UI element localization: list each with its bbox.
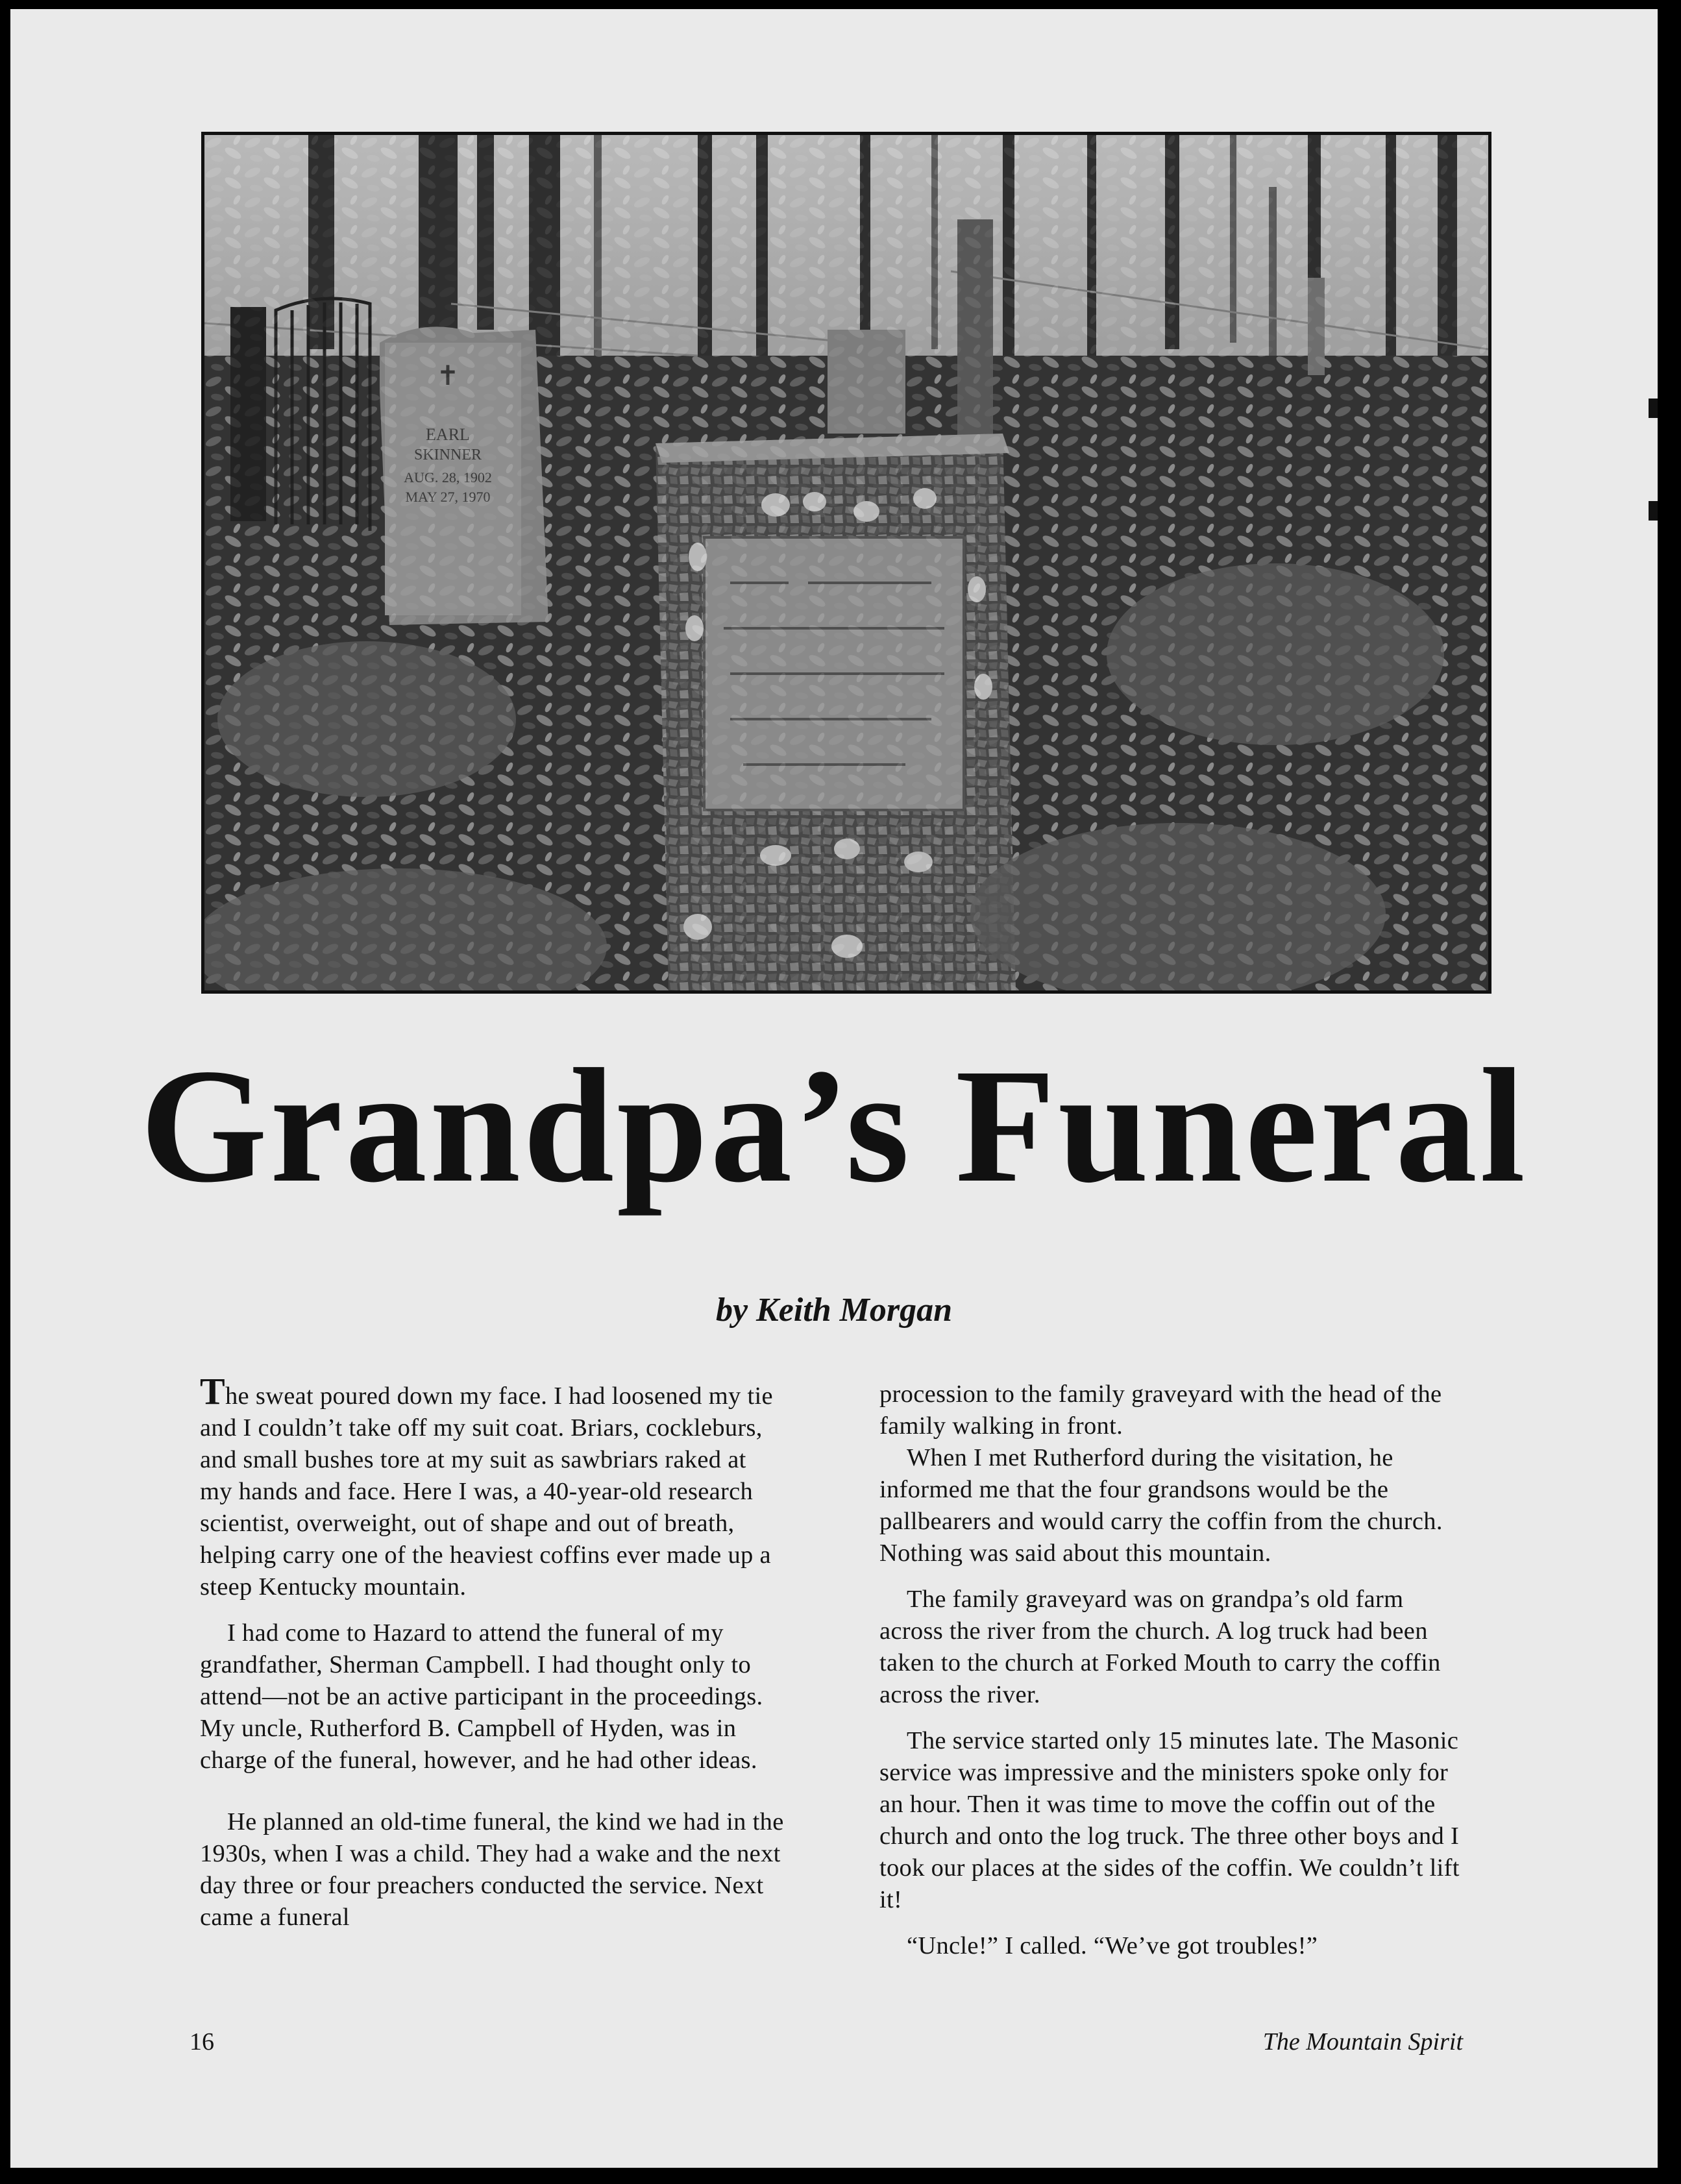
paragraph: The family graveyard was on grandpa’s old farm across the river from the church. A log truck had been taken to the church at Forked Mouth to carry the coffin across the river. bbox=[879, 1586, 1441, 1708]
paragraph bbox=[200, 1370, 784, 1603]
magazine-page bbox=[10, 9, 1658, 2168]
cemetery-photo-image bbox=[204, 135, 1488, 990]
edge-mark bbox=[1649, 399, 1658, 418]
drop-cap: T bbox=[200, 1370, 225, 1412]
paragraph: “Uncle!” I called. “We’ve got troubles!” bbox=[907, 1932, 1318, 1959]
page-number: 16 bbox=[190, 2028, 214, 2055]
svg-text:MAY 27, 1970: MAY 27, 1970 bbox=[405, 489, 491, 505]
paragraph: He planned an old-time funeral, the kind we had in the 1930s, when I was a child. They had a wake and the next day three or four preachers conducted the service. Next came a funeral bbox=[200, 1808, 784, 1931]
paragraph: I had come to Hazard to attend the funeral of my grandfather, Sherman Campbell. I had thought only to attend—not be an active participant in the proceedings. My uncle, Rutherford B. Campbell of Hyden, was in charge of the funeral, however, and he had other ideas. bbox=[200, 1619, 763, 1774]
paragraph-text: he sweat poured down my face. I had loosened my tie and I couldn’t take off my suit coat. Briars, cockleburs, and small bushes tore at my suit as sawbriars raked at my hands and face. Here I was, a 40-year-old research scientist, overweight, out of shape and out of breath, helping carry one of the heaviest coffins ever made up a steep Kentucky mountain. bbox=[200, 1382, 773, 1601]
svg-text:AUG. 28, 1902: AUG. 28, 1902 bbox=[404, 469, 492, 485]
left-column bbox=[200, 1370, 784, 1933]
article-title: Grandpa’s Funeral bbox=[140, 1035, 1528, 1216]
publication-name: The Mountain Spirit bbox=[1262, 2028, 1463, 2055]
paragraph: When I met Rutherford during the visitation, he informed me that the four grandsons would be the pallbearers and would carry the coffin from the church. Nothing was said about this mountain. bbox=[879, 1444, 1443, 1567]
right-column bbox=[879, 1379, 1464, 1962]
paragraph: The service started only 15 minutes late. The Masonic service was impressive and the ministers spoke only for an hour. Then it was time to move the coffin out of the church and onto the log truck. The three other boys and I took our places at the sides of the coffin. We couldn’t lift it! bbox=[879, 1727, 1460, 1913]
cemetery-photo bbox=[201, 132, 1491, 994]
svg-text:SKINNER: SKINNER bbox=[413, 447, 482, 463]
svg-text:✝: ✝ bbox=[436, 362, 460, 391]
svg-text:EARL: EARL bbox=[426, 425, 470, 444]
paragraph: procession to the family graveyard with the head of the family walking in front. bbox=[879, 1380, 1442, 1440]
edge-mark bbox=[1649, 501, 1658, 521]
byline: by Keith Morgan bbox=[715, 1292, 953, 1329]
